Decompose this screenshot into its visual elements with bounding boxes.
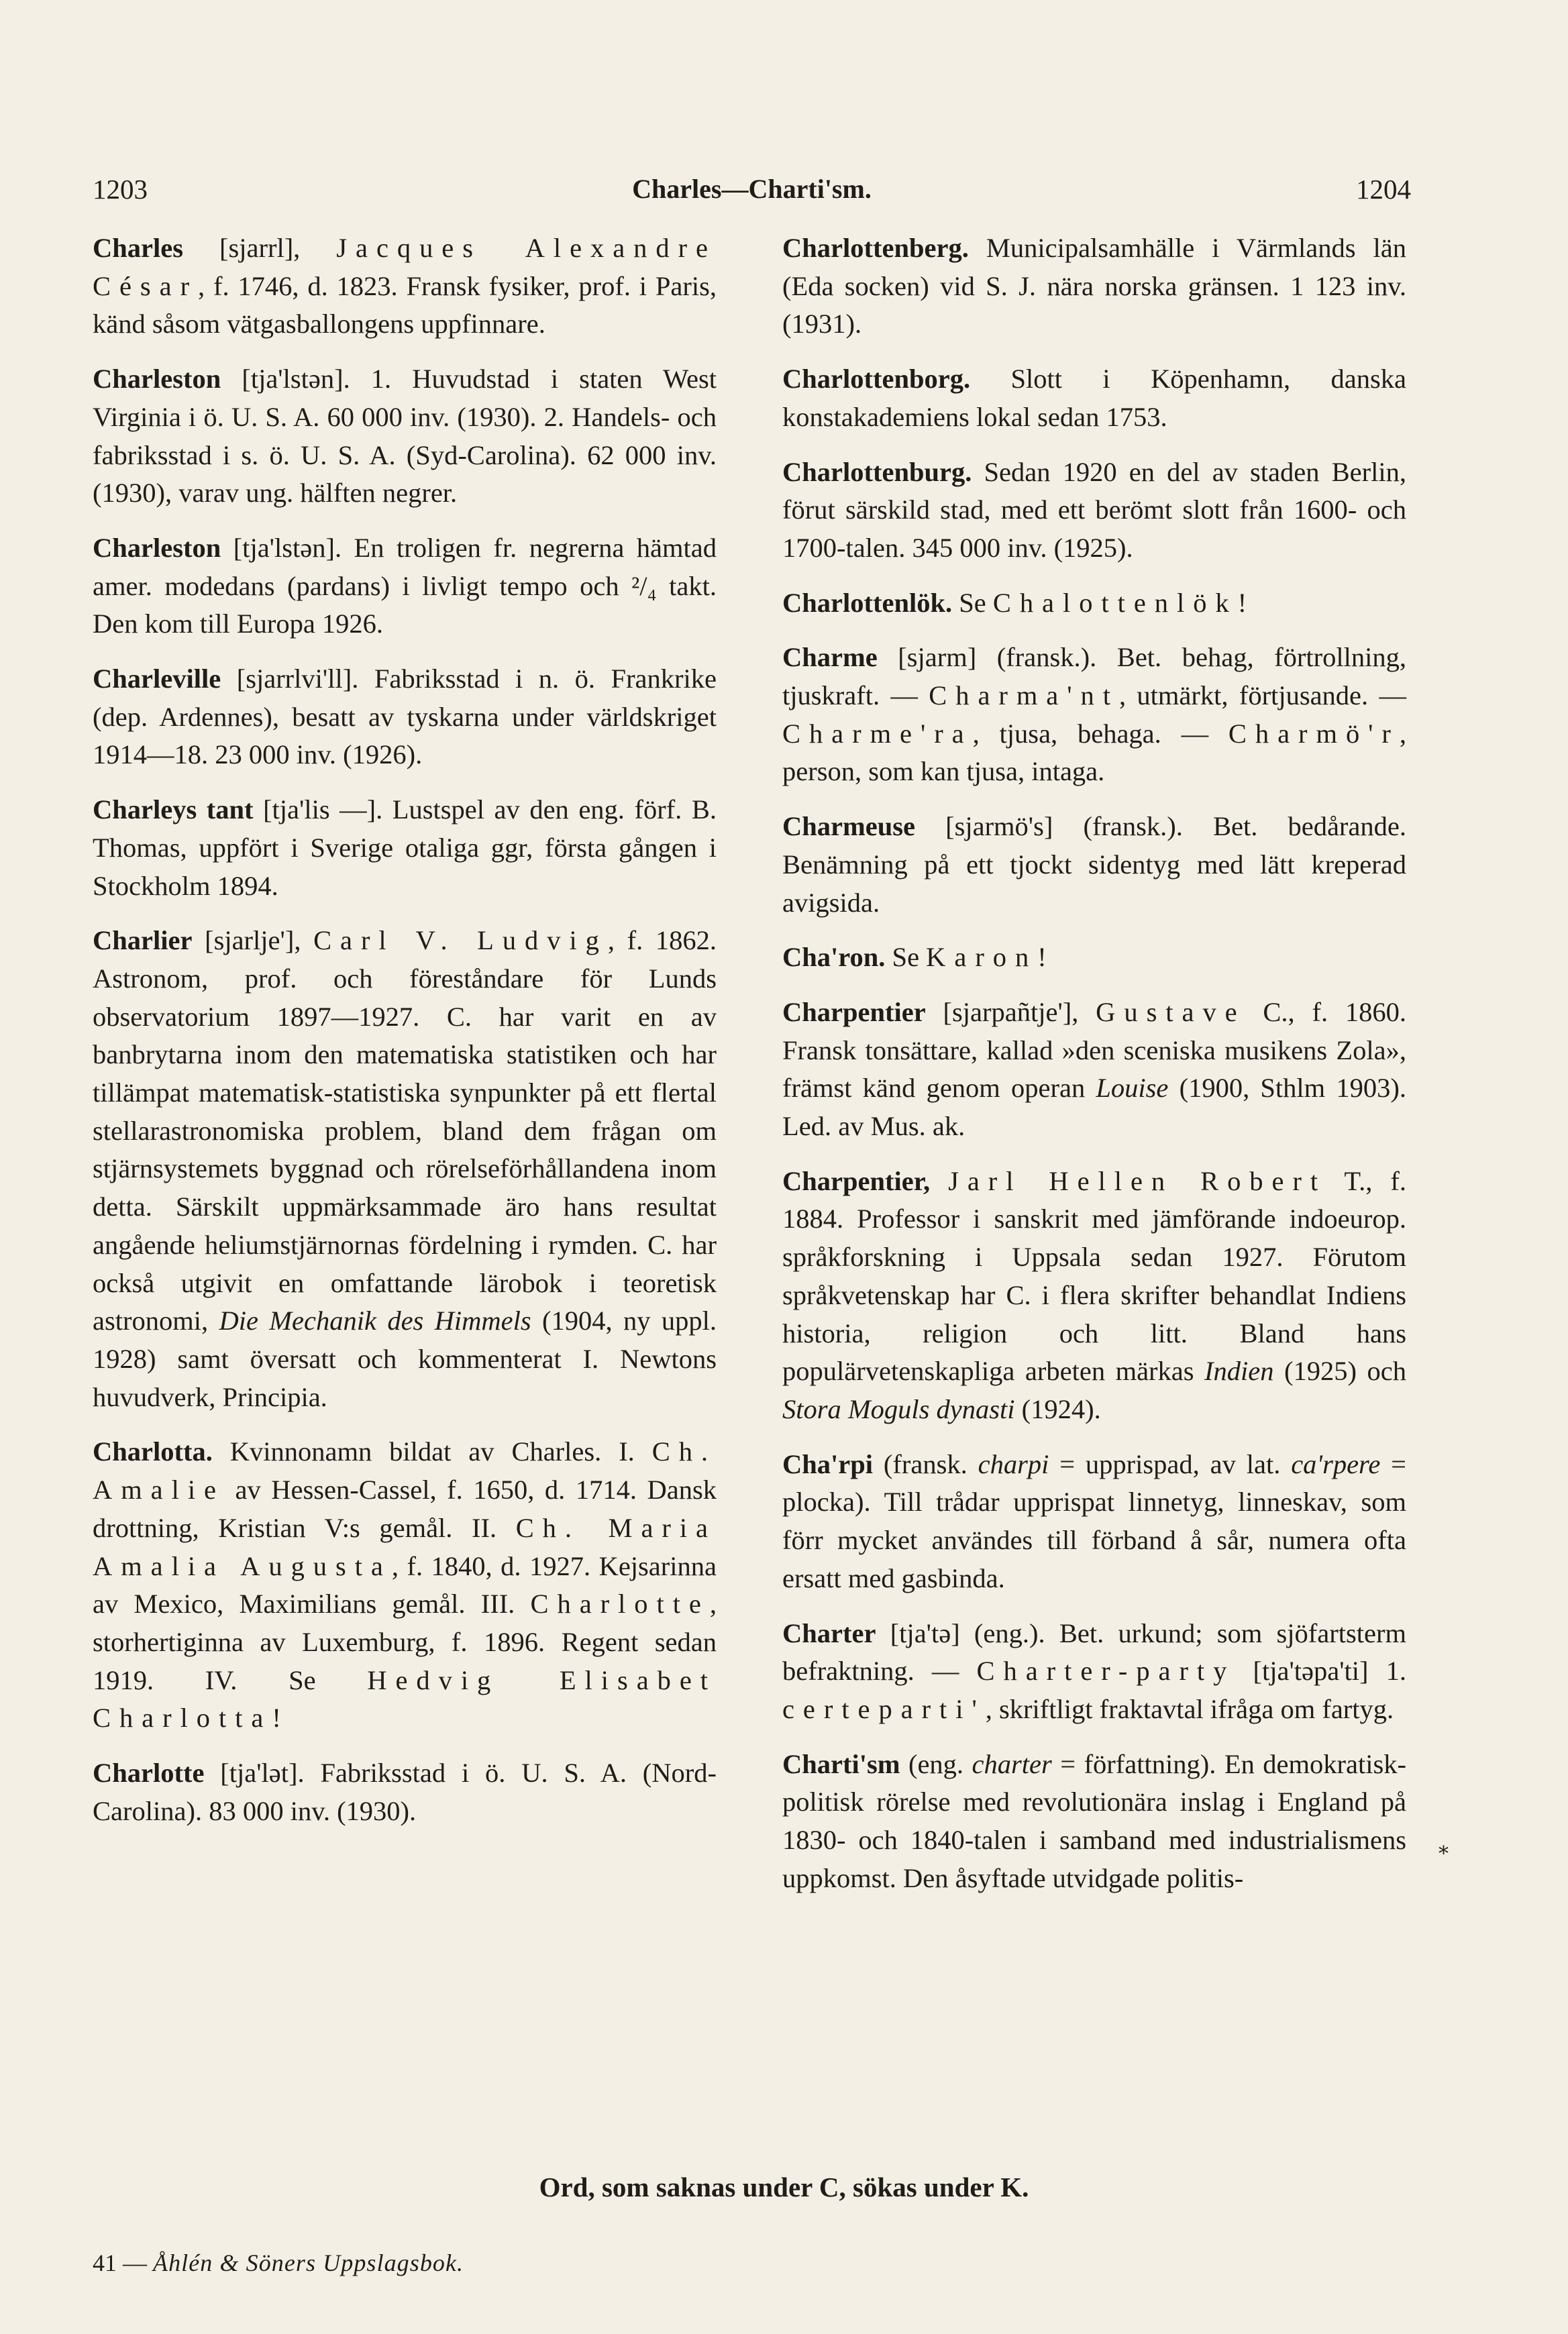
entry-charleys-tant: Charleys tant [tja'lis —]. Lustspel av den eng. förf. B. Thomas, uppfört i Sverige otaliga ggr, första gången i Stockholm 1894. bbox=[93, 794, 717, 901]
sheet-number: 41 bbox=[93, 2249, 117, 2276]
margin-mark: * bbox=[1439, 1842, 1449, 1866]
entry-charlottenborg: Charlottenborg. Slott i Köpenhamn, danska konstakademiens lokal sedan 1753. bbox=[782, 364, 1406, 432]
entry-charme: Charme [sjarm] (fransk.). Bet. behag, förtrollning, tjuskraft. — Charma'nt, utmärkt, förtjusande. — Charme'ra, tjusa, behaga. — Charmö'r, person, som kan tjusa, intaga. bbox=[782, 642, 1406, 787]
running-title: Charles—Charti'sm. bbox=[632, 174, 872, 204]
entry-charlottenburg: Charlottenburg. Sedan 1920 en del av staden Berlin, förut särskild stad, med ett berömt slott från 1600- och 1700-talen. 345 000 inv. (1925). bbox=[782, 456, 1406, 563]
entry-charles: Charles [sjarrl], Jacques Alexandre César, f. 1746, d. 1823. Fransk fysiker, prof. i Paris, känd såsom vätgasballongens uppfinnare. bbox=[93, 233, 717, 339]
entry-charpentier-jarl: Charpentier, Jarl Hellen Robert T., f. 1884. Professor i sanskrit med jämförande indoeurop. språkforskning i Uppsala sedan 1927. Förutom språkvetenskap har C. i flera skrifter behandlat Indiens historia, religion och litt. Bland hans populärvetenskapliga arbeten märkas Indien (1925) och Stora Moguls dynasti (1924). bbox=[782, 1165, 1406, 1424]
entry-charleville: Charleville [sjarrlvi'll]. Fabriksstad i n. ö. Frankrike (dep. Ardennes), besatt av tyskarna under världskriget 1914—18. 23 000 inv. (1926). bbox=[93, 664, 717, 770]
entry-charlotta: Charlotta. Kvinnonamn bildat av Charles. I. Ch. Amalie av Hessen-Cassel, f. 1650, d. 1714. Dansk drottning, Kristian V:s gemål. II. Ch. Maria Amalia Augusta, f. 1840, d. 1927. Kejsarinna av Mexico, Maximilians gemål. III. Charlotte, storhertiginna av Luxemburg, f. 1896. Regent sedan 1919. IV. Se Hedvig Elisabet Charlotta! bbox=[93, 1436, 717, 1734]
cross-reference-note: Ord, som saknas under C, sökas under K. bbox=[539, 2172, 1029, 2203]
entry-charpi: Cha'rpi (fransk. charpi = upprispad, av lat. ca'rpere = plocka). Till trådar upprispat linnetyg, linneskav, som förr mycket användes till förband å sår, numera ofta ersatt med gasbinda. bbox=[782, 1448, 1407, 1593]
entry-charlier: Charlier [sjarlje'], Carl V. Ludvig, f. 1862. Astronom, prof. och föreståndare för Lunds observatorium 1897—1927. C. har varit en av banbrytarna inom den matematiska statistiken och har tillämpat matematisk-statistiska synpunkter på ett flertal stellarastronomiska problem, bland dem frågan om stjärnsystemets byggnad och rörelseförhållandena inom detta. Särskilt uppmärksammade äro hans resultat angående heliumstjärnornas fördelning i rymden. C. har också utgivit en omfattande lärobok i teoretisk astronomi, Die Mechanik des Himmels (1904, ny uppl. 1928) samt översatt och kommenterat I. Newtons huvudverk, Principia. bbox=[93, 925, 717, 1412]
entry-charon: Cha'ron. Se Karon! bbox=[782, 942, 1047, 973]
entry-charlottenberg: Charlottenberg. Municipalsamhälle i Värmlands län (Eda socken) vid S. J. nära norska gränsen. 1 123 inv. (1931). bbox=[782, 233, 1406, 339]
entry-charlotte: Charlotte [tja'lət]. Fabriksstad i ö. U. S. A. (Nord-Carolina). 83 000 inv. (1930). bbox=[93, 1758, 717, 1826]
entry-charleston-dance: Charleston [tja'lstən]. En troligen fr. negrerna hämtad amer. modedans (pardans) i livligt tempo och ²/₄ takt. Den kom till Europa 1926. bbox=[93, 532, 717, 639]
entry-charmeuse: Charmeuse [sjarmö's] (fransk.). Bet. bedårande. Benämning på ett tjockt sidentyg med lätt kreperad avigsida. bbox=[782, 811, 1406, 918]
right-column bbox=[782, 229, 1406, 1914]
page-footer bbox=[93, 2249, 464, 2277]
page-number-right: 1204 bbox=[1356, 174, 1411, 205]
footer-dash: — bbox=[123, 2249, 147, 2276]
entry-chartism: Charti'sm (eng. charter = författning). En demokratisk-politisk rörelse med revolutionära inslag i England på 1830- och 1840-talen i samband med industrialismens uppkomst. Den åsyftade utvidgade politis- bbox=[782, 1748, 1407, 1893]
page-header bbox=[93, 173, 1411, 220]
entry-charter: Charter [tja'tə] (eng.). Bet. urkund; som sjöfartsterm befraktning. — Charter-party [tja'təpa'ti] 1. certeparti', skriftligt fraktavtal ifråga om fartyg. bbox=[782, 1617, 1406, 1724]
publisher-name: Åhlén & Söners Uppslagsbok. bbox=[153, 2249, 464, 2276]
page-number-left: 1203 bbox=[93, 174, 148, 205]
entry-charlottenlok: Charlottenlök. Se Chalottenlök! bbox=[782, 587, 1247, 618]
entry-charpentier-gustave: Charpentier [sjarpañtje'], Gustave C., f. 1860. Fransk tonsättare, kallad »den sceniska musikens Zola», främst känd genom operan Louise (1900, Sthlm 1903). Led. av Mus. ak. bbox=[782, 996, 1407, 1142]
entry-charleston-city: Charleston [tja'lstən]. 1. Huvudstad i staten West Virginia i ö. U. S. A. 60 000 inv. (1930). 2. Handels- och fabriksstad i s. ö. U. S. A. (Syd-Carolina). 62 000 inv. (1930), varav ung. hälften negrer. bbox=[93, 364, 717, 509]
left-column bbox=[93, 229, 717, 1847]
